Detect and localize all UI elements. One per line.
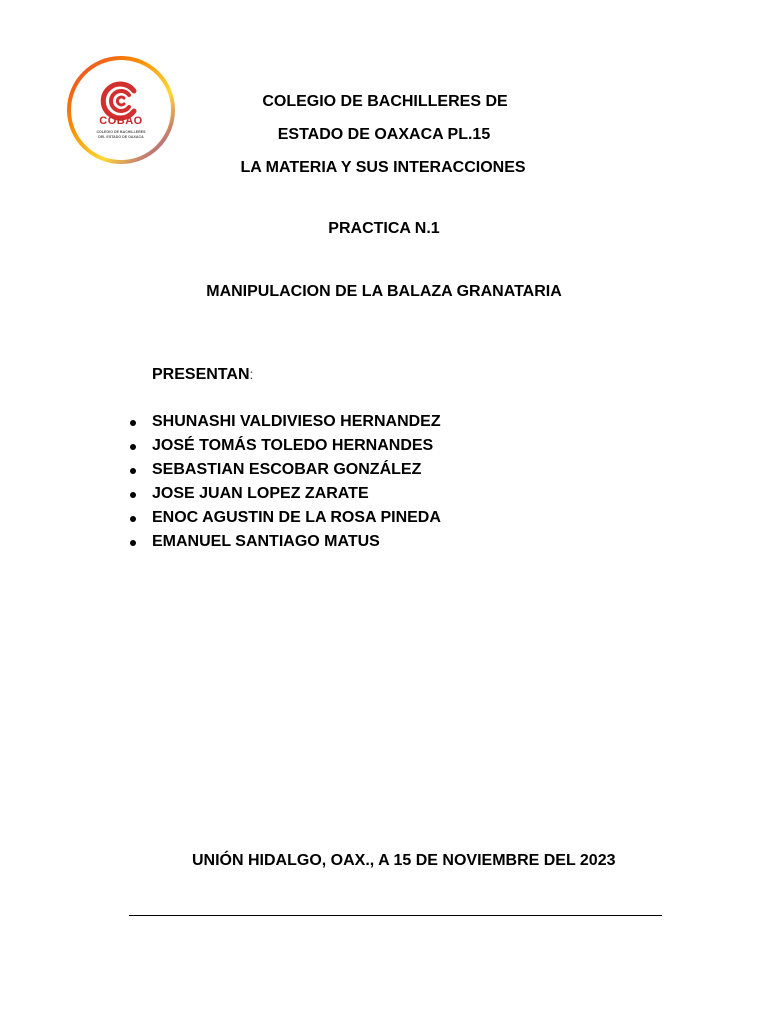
presenters-heading <box>152 366 253 384</box>
bullet-icon <box>130 516 136 522</box>
school-name-line2: ESTADO DE OAXACA PL.15 <box>277 126 491 143</box>
bullet-icon <box>130 444 136 450</box>
list-item <box>128 411 441 435</box>
list-item <box>128 483 441 507</box>
subject-title: LA MATERIA Y SUS INTERACCIONES <box>240 159 526 176</box>
member-name: SHUNASHI VALDIVIESO HERNANDEZ <box>152 413 441 430</box>
bullet-icon <box>130 492 136 498</box>
bullet-icon <box>130 420 136 426</box>
list-item <box>128 459 441 483</box>
presenters-label: PRESENTAN <box>152 366 250 383</box>
logo-name: COBAO <box>99 115 143 127</box>
presenters-colon: : <box>249 366 254 382</box>
list-item <box>128 435 441 459</box>
member-name: JOSE JUAN LOPEZ ZARATE <box>152 485 369 502</box>
bullet-icon <box>130 540 136 546</box>
logo-subtitle-line2: DEL ESTADO DE OAXACA <box>98 134 144 139</box>
member-name: JOSÉ TOMÁS TOLEDO HERNANDES <box>152 437 434 454</box>
list-item <box>128 531 441 555</box>
bullet-icon <box>130 468 136 474</box>
logo-subtitle-line1: COLEGIO DE BACHILLERES <box>96 130 146 134</box>
signature-line <box>129 915 662 916</box>
presenters-list <box>128 411 441 555</box>
member-name: EMANUEL SANTIAGO MATUS <box>152 533 380 550</box>
member-name: SEBASTIAN ESCOBAR GONZÁLEZ <box>152 461 422 478</box>
place-and-date: UNIÓN HIDALGO, OAX., A 15 DE NOVIEMBRE DEL 2023 <box>192 852 616 869</box>
member-name: ENOC AGUSTIN DE LA ROSA PINEDA <box>152 509 441 526</box>
list-item <box>128 507 441 531</box>
practice-topic: MANIPULACION DE LA BALAZA GRANATARIA <box>206 283 562 300</box>
school-name-line1: COLEGIO DE BACHILLERES DE <box>262 93 508 110</box>
practice-number: PRACTICA N.1 <box>328 220 440 237</box>
